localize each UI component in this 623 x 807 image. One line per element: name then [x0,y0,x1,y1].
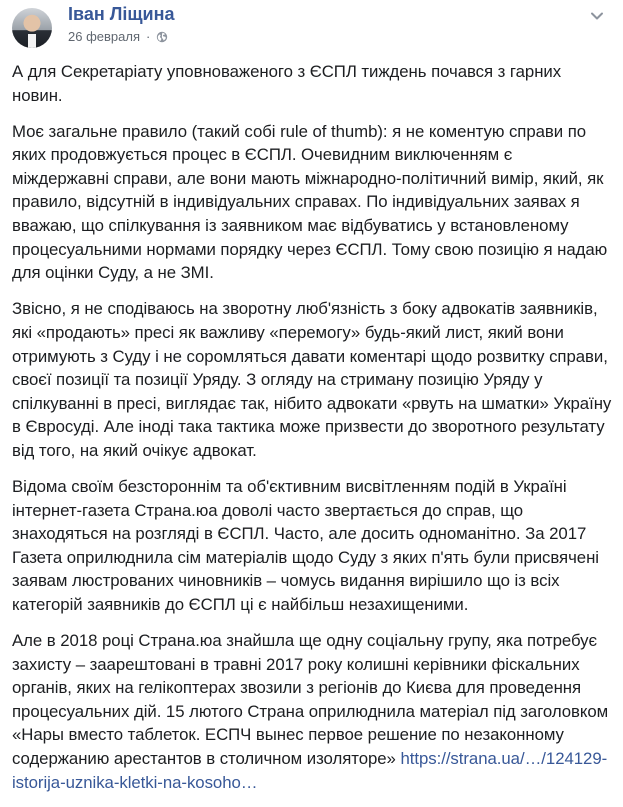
post-paragraph-3: Звісно, я не сподіваюсь на зворотну люб'язність з боку адвокатів заявників, які «продають» пресі як важливу «перемогу» будь-який лист, який вони отримують з Суду і не соромляться давати коментарі щодо розвитку справи, своєї позиції та позиції Уряду. З огляду на стриману позицію Уряду у спілкуванні в пресі, виглядає так, нібито адвокати «рвуть на шматки» Україну в Євросуді. Але іноді така тактика може призвести до зворотного результату від того, на який очікує адвокат. [12,299,612,460]
post-body [12,60,612,807]
post-date[interactable]: 26 февраля [68,29,140,44]
post-meta [68,29,168,44]
post-paragraph-4: Відома своїм безстороннім та об'єктивним висвітленням подій в Україні інтернет-газета Страна.юа доволі часто звертається до справ, що знаходяться на розгляді в ЄСПЛ. Часто, але досить одноманітно. За 2017 Газета оприлюднила сім матеріалів щодо Суду з яких п'ять були присвячені заявам люстрованих чиновників – чомусь видання вирішило що із всіх категорій заявників до ЄСПЛ ці є найбільш незахищеними. [12,477,599,614]
post-paragraph-1: А для Секретаріату уповноваженого з ЄСПЛ тиждень почався з гарних новин. [12,62,562,105]
avatar-shirt [28,34,36,48]
globe-icon[interactable] [156,31,168,43]
avatar[interactable] [12,8,52,48]
article-link[interactable]: https://strana.ua/…/124129-istorija-uznika-kletki-na-kosoho… [12,749,608,792]
author-name[interactable]: Іван Ліщина [68,4,175,24]
post-paragraph-2: Моє загальне правило (такий собі rule of thumb): я не коментую справи по яких продовжується процес в ЄСПЛ. Очевидним виключенням є міждержавні справи, але вони мають міжнародно-політичний вимір, який, як правило, відсутній в індивідуальних справах. По індивідуальних заявах я вважаю, що спілкування із заявником має відбуватись у встановленому процесуальними нормами порядку через ЄСПЛ. Тому свою позицію я надаю для оцінки Суду, а не ЗМІ. [12,121,608,283]
post-options-button[interactable] [585,4,609,28]
post-paragraph-5 [12,629,612,794]
chevron-down-icon [587,6,607,26]
post-paragraph-5-text: Але в 2018 році Страна.юа знайшла ще одну соціальну групу, яка потребує захисту – заарештовані в травні 2017 року колишні керівники фіскальних органів, яких на гелікоптерах звозили з регіонів до Києва для проведення процесуальних дій. 15 лютого Страна оприлюднила матеріал під заголовком «Нары вместо таблеток. ЕСПЧ вынес первое решение по незаконному содержанию арестантов в столичном изоляторе» [12,631,609,769]
meta-separator: · [146,29,151,44]
